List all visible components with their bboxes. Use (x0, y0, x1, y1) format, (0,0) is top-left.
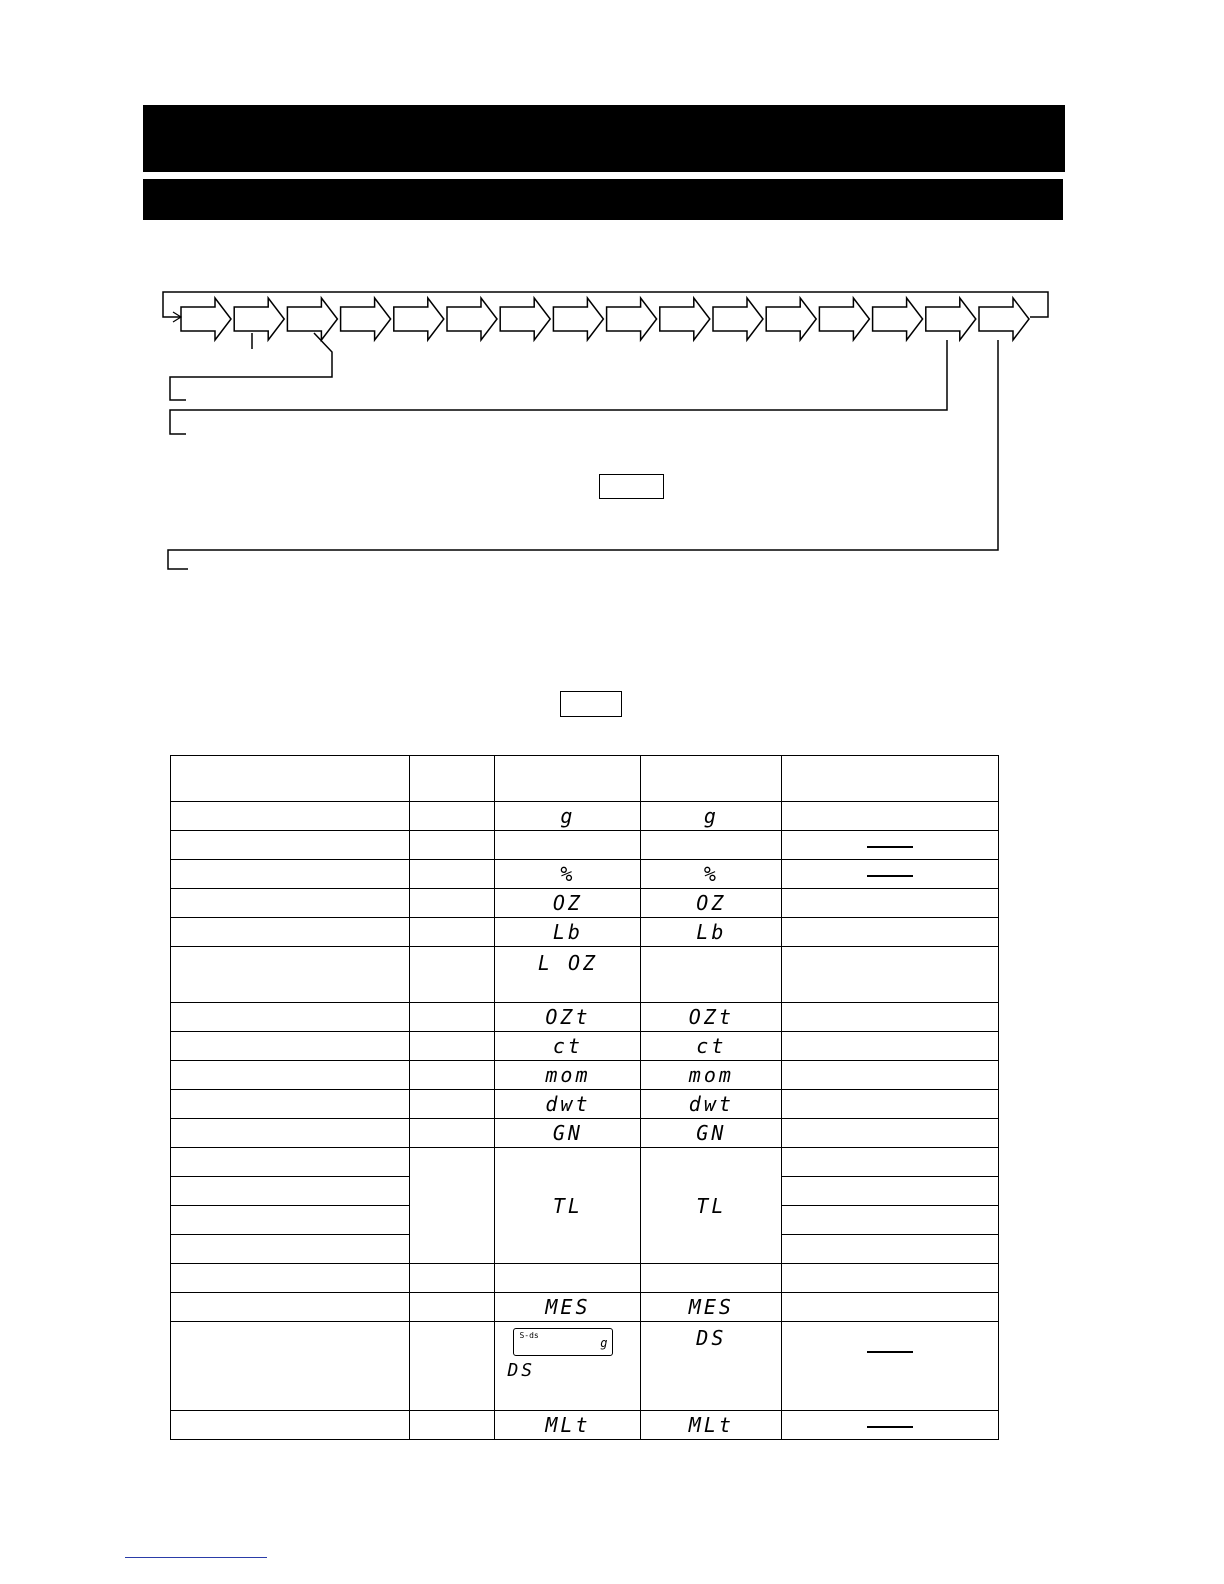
mode-name-cell (171, 1264, 410, 1293)
mode-number-cell (409, 1148, 495, 1264)
not-applicable-dash (867, 1426, 913, 1428)
display-symbol-alt-cell: g (641, 802, 782, 831)
display-symbol-alt-cell: MES (641, 1293, 782, 1322)
mode-name-cell (171, 831, 410, 860)
table-row (171, 1411, 999, 1440)
mode-name-cell (171, 1293, 410, 1322)
note-cell (782, 1411, 999, 1440)
display-symbol-alt-cell: Lb (641, 918, 782, 947)
mode-number-cell (409, 860, 495, 889)
mode-name-cell (171, 1148, 410, 1177)
mode-number-cell (409, 889, 495, 918)
table-header-row (171, 756, 999, 802)
display-symbol-cell: ct (495, 1032, 641, 1061)
note-cell (782, 1003, 999, 1032)
note-cell (782, 1177, 999, 1206)
display-symbol-alt-cell: GN (641, 1119, 782, 1148)
header-cell-1 (171, 756, 410, 802)
table-row (171, 860, 999, 889)
key-button-frame-2 (560, 691, 622, 717)
note-cell (782, 1090, 999, 1119)
mode-name-cell (171, 1411, 410, 1440)
table-row (171, 889, 999, 918)
mode-name-cell (171, 1206, 410, 1235)
mode-name-cell (171, 1090, 410, 1119)
flow-arrows (181, 298, 1029, 340)
header-cell-3 (495, 756, 641, 802)
ds-symbol: DS (507, 1360, 536, 1381)
key-button-frame-1 (599, 474, 664, 499)
flow-arrow-2 (234, 298, 284, 340)
note-cell (782, 1293, 999, 1322)
table-row (171, 1090, 999, 1119)
table-row (171, 947, 999, 1003)
mode-name-cell (171, 1322, 410, 1411)
note-cell (782, 1264, 999, 1293)
mode-number-cell (409, 802, 495, 831)
mode-name-cell (171, 1032, 410, 1061)
table-row (171, 1148, 999, 1177)
table-row (171, 1264, 999, 1293)
table-row (171, 918, 999, 947)
flow-arrow-3 (287, 298, 337, 340)
note-cell (782, 1061, 999, 1090)
mode-name-cell (171, 1119, 410, 1148)
mode-name-cell (171, 889, 410, 918)
lcd-unit: g (600, 1336, 608, 1350)
mode-number-cell (409, 1032, 495, 1061)
note-cell (782, 1206, 999, 1235)
note-cell (782, 1032, 999, 1061)
display-symbol-alt-cell: OZ (641, 889, 782, 918)
callout-line-1 (170, 333, 332, 400)
mode-name-cell (171, 918, 410, 947)
table-row (171, 1322, 999, 1411)
mode-number-cell (409, 947, 495, 1003)
header-cell-4 (641, 756, 782, 802)
header-cell-5 (782, 756, 999, 802)
flow-arrow-10 (660, 298, 710, 340)
mode-number-cell (409, 1322, 495, 1411)
display-symbol-cell: dwt (495, 1090, 641, 1119)
flow-arrow-6 (447, 298, 497, 340)
display-symbol-alt-cell: % (641, 860, 782, 889)
display-symbol-cell: % (495, 860, 641, 889)
display-symbol-alt-cell: DS (641, 1322, 782, 1411)
mode-number-cell (409, 1061, 495, 1090)
units-table-body (171, 756, 999, 1440)
flow-arrow-7 (500, 298, 550, 340)
not-applicable-dash (867, 846, 913, 848)
lcd-indicator: S-ds (519, 1331, 539, 1340)
display-symbol-cell (495, 1264, 641, 1293)
flow-arrow-5 (394, 298, 444, 340)
mode-name-cell (171, 860, 410, 889)
mode-name-cell (171, 1061, 410, 1090)
note-cell (782, 860, 999, 889)
table-row (171, 831, 999, 860)
table-row (171, 1293, 999, 1322)
display-symbol-alt-cell: MLt (641, 1411, 782, 1440)
callout-line-3 (168, 340, 998, 569)
display-symbol-cell: OZt (495, 1003, 641, 1032)
note-cell (782, 889, 999, 918)
mode-number-cell (409, 1003, 495, 1032)
note-cell (782, 1148, 999, 1177)
display-symbol-cell: MES (495, 1293, 641, 1322)
header-cell-2 (409, 756, 495, 802)
display-symbol-cell: g (495, 802, 641, 831)
flow-arrow-9 (607, 298, 657, 340)
display-symbol-cell: mom (495, 1061, 641, 1090)
table-row (171, 1032, 999, 1061)
note-cell (782, 802, 999, 831)
flow-arrow-11 (713, 298, 763, 340)
callout-line-2 (170, 340, 947, 434)
display-symbol-alt-cell: OZt (641, 1003, 782, 1032)
note-cell (782, 1322, 999, 1411)
display-symbol-cell: TL (495, 1148, 641, 1264)
flow-arrow-14 (873, 298, 923, 340)
note-cell (782, 918, 999, 947)
not-applicable-dash (867, 875, 913, 877)
table-row (171, 1003, 999, 1032)
mode-name-cell (171, 1235, 410, 1264)
note-cell (782, 831, 999, 860)
unit-sequence-flow-diagram (0, 0, 1224, 600)
display-symbol-cell: GN (495, 1119, 641, 1148)
display-symbol-cell: L OZ (495, 947, 641, 1003)
display-symbol-cell (495, 1322, 641, 1411)
note-cell (782, 947, 999, 1003)
mode-name-cell (171, 1003, 410, 1032)
display-symbol-cell (495, 831, 641, 860)
display-symbol-alt-cell (641, 947, 782, 1003)
flow-arrow-12 (766, 298, 816, 340)
mode-name-cell (171, 1177, 410, 1206)
mode-number-cell (409, 1293, 495, 1322)
units-table (170, 755, 999, 1440)
display-symbol-alt-cell: TL (641, 1148, 782, 1264)
table-row (171, 1061, 999, 1090)
mode-number-cell (409, 831, 495, 860)
display-symbol-cell: Lb (495, 918, 641, 947)
note-cell (782, 1235, 999, 1264)
display-symbol-cell: MLt (495, 1411, 641, 1440)
mode-number-cell (409, 918, 495, 947)
mode-number-cell (409, 1119, 495, 1148)
flow-arrow-15 (926, 298, 976, 340)
mode-number-cell (409, 1264, 495, 1293)
display-symbol-alt-cell: dwt (641, 1090, 782, 1119)
flow-arrow-16 (979, 298, 1029, 340)
flow-arrow-4 (341, 298, 391, 340)
flow-arrow-8 (553, 298, 603, 340)
mode-name-cell (171, 802, 410, 831)
display-symbol-alt-cell: mom (641, 1061, 782, 1090)
table-row (171, 1119, 999, 1148)
not-applicable-dash (867, 1351, 913, 1353)
lcd-display-illustration (513, 1328, 613, 1356)
display-symbol-alt-cell (641, 831, 782, 860)
flow-arrow-1 (181, 298, 231, 340)
mode-number-cell (409, 1411, 495, 1440)
mode-number-cell (409, 1090, 495, 1119)
mode-name-cell (171, 947, 410, 1003)
note-cell (782, 1119, 999, 1148)
table-row (171, 802, 999, 831)
display-symbol-alt-cell (641, 1264, 782, 1293)
display-symbol-cell: OZ (495, 889, 641, 918)
display-symbol-alt-cell: ct (641, 1032, 782, 1061)
footer-link-underline (125, 1557, 267, 1558)
flow-arrow-13 (819, 298, 869, 340)
